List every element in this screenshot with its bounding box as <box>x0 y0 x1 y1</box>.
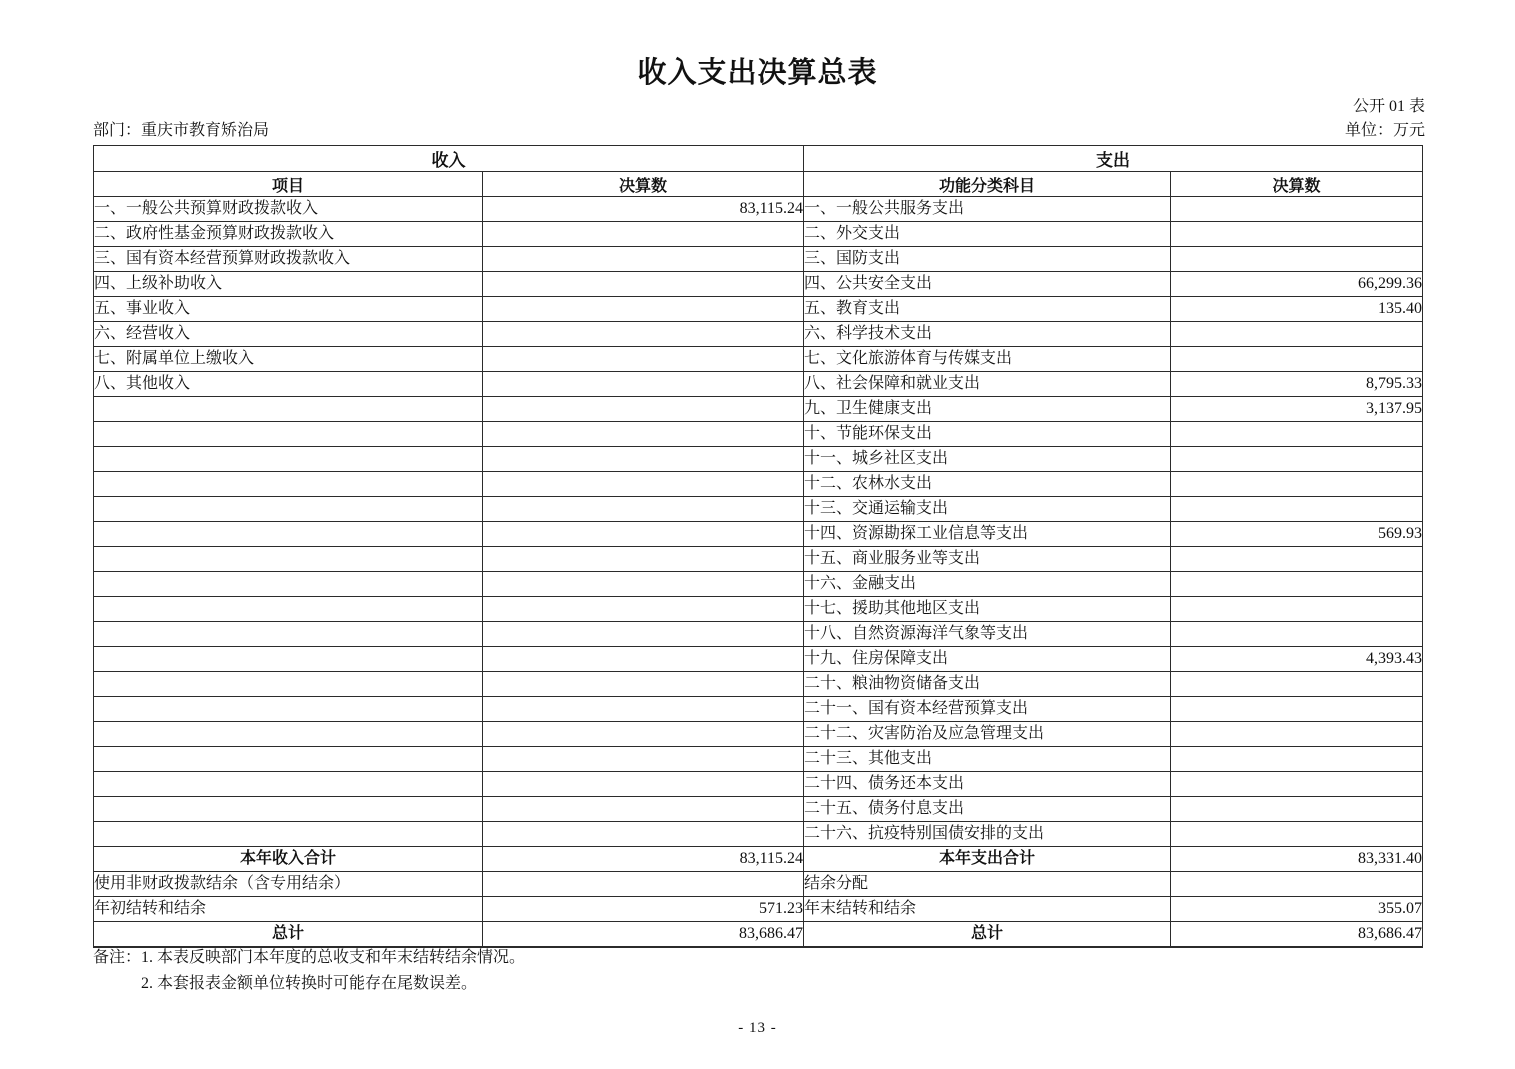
table-row <box>94 197 1423 222</box>
expense-item-cell: 三、国防支出 <box>804 247 1171 272</box>
expense-item-cell: 五、教育支出 <box>804 297 1171 322</box>
budget-table <box>93 145 1423 948</box>
income-item-cell <box>94 647 483 672</box>
expense-item-cell: 二十四、债务还本支出 <box>804 772 1171 797</box>
income-item-header: 项目 <box>94 172 483 197</box>
table-row <box>94 597 1423 622</box>
expense-item-cell: 二、外交支出 <box>804 222 1171 247</box>
note-line-1: 1. 本表反映部门本年度的总收支和年末结转结余情况。 <box>141 949 526 966</box>
expense-amount-cell <box>1171 322 1423 347</box>
expense-amount-cell <box>1171 797 1423 822</box>
expense-item-cell: 一、一般公共服务支出 <box>804 197 1171 222</box>
table-row <box>94 747 1423 772</box>
income-item-cell: 年初结转和结余 <box>94 897 483 922</box>
table-row <box>94 572 1423 597</box>
income-item-cell <box>94 822 483 847</box>
expense-item-cell: 十、节能环保支出 <box>804 422 1171 447</box>
income-item-cell <box>94 672 483 697</box>
income-amount-cell: 83,115.24 <box>483 847 804 872</box>
expense-amount-cell <box>1171 197 1423 222</box>
income-item-cell: 二、政府性基金预算财政拨款收入 <box>94 222 483 247</box>
income-amount-cell <box>483 597 804 622</box>
expense-amount-cell <box>1171 672 1423 697</box>
expense-item-cell: 四、公共安全支出 <box>804 272 1171 297</box>
income-amount-cell <box>483 447 804 472</box>
expense-amount-cell <box>1171 247 1423 272</box>
income-amount-cell <box>483 572 804 597</box>
income-item-cell <box>94 547 483 572</box>
income-amount-cell <box>483 722 804 747</box>
table-body <box>94 197 1423 948</box>
income-item-cell <box>94 397 483 422</box>
income-amount-cell <box>483 522 804 547</box>
expense-item-cell: 二十三、其他支出 <box>804 747 1171 772</box>
expense-item-cell: 二十六、抗疫特别国债安排的支出 <box>804 822 1171 847</box>
income-amount-cell <box>483 422 804 447</box>
income-item-cell: 使用非财政拨款结余（含专用结余） <box>94 872 483 897</box>
expense-amount-cell <box>1171 772 1423 797</box>
income-amount-cell <box>483 297 804 322</box>
table-row <box>94 722 1423 747</box>
income-amount-cell <box>483 272 804 297</box>
expense-item-cell: 十八、自然资源海洋气象等支出 <box>804 622 1171 647</box>
income-item-cell <box>94 422 483 447</box>
income-amount-cell <box>483 247 804 272</box>
expense-item-cell: 总计 <box>804 922 1171 948</box>
income-item-cell: 一、一般公共预算财政拨款收入 <box>94 197 483 222</box>
income-item-cell <box>94 522 483 547</box>
income-amount-cell <box>483 622 804 647</box>
expense-item-cell: 年末结转和结余 <box>804 897 1171 922</box>
expense-item-cell: 九、卫生健康支出 <box>804 397 1171 422</box>
expense-item-cell: 十四、资源勘探工业信息等支出 <box>804 522 1171 547</box>
income-amount-cell <box>483 397 804 422</box>
table-row <box>94 922 1423 948</box>
income-amount-cell <box>483 547 804 572</box>
table-row <box>94 822 1423 847</box>
expense-item-cell: 结余分配 <box>804 872 1171 897</box>
expense-item-cell: 十二、农林水支出 <box>804 472 1171 497</box>
expense-amount-cell <box>1171 547 1423 572</box>
income-item-cell <box>94 722 483 747</box>
page-number: - 13 - <box>738 1020 777 1036</box>
expense-amount-cell: 135.40 <box>1171 297 1423 322</box>
expense-amount-cell: 8,795.33 <box>1171 372 1423 397</box>
income-item-cell <box>94 797 483 822</box>
table-row <box>94 872 1423 897</box>
expense-item-cell: 七、文化旅游体育与传媒支出 <box>804 347 1171 372</box>
department-label: 部门：重庆市教育矫治局 <box>93 122 270 139</box>
expense-item-cell: 十九、住房保障支出 <box>804 647 1171 672</box>
table-row <box>94 497 1423 522</box>
table-row <box>94 847 1423 872</box>
income-amount-cell <box>483 322 804 347</box>
expense-amount-cell: 83,686.47 <box>1171 922 1423 948</box>
table-row <box>94 247 1423 272</box>
table-row <box>94 772 1423 797</box>
expense-item-cell: 十一、城乡社区支出 <box>804 447 1171 472</box>
income-item-cell <box>94 447 483 472</box>
table-row <box>94 322 1423 347</box>
expense-amount-cell <box>1171 872 1423 897</box>
expense-amount-cell: 3,137.95 <box>1171 397 1423 422</box>
table-row <box>94 372 1423 397</box>
expense-amount-cell <box>1171 472 1423 497</box>
income-item-cell <box>94 622 483 647</box>
table-row <box>94 547 1423 572</box>
income-item-cell: 八、其他收入 <box>94 372 483 397</box>
income-item-cell <box>94 497 483 522</box>
expense-item-cell: 二十五、债务付息支出 <box>804 797 1171 822</box>
expense-amount-cell <box>1171 747 1423 772</box>
notes-lines <box>141 945 525 997</box>
table-row <box>94 472 1423 497</box>
expense-item-cell: 十七、援助其他地区支出 <box>804 597 1171 622</box>
expense-amount-cell: 66,299.36 <box>1171 272 1423 297</box>
expense-item-cell: 二十二、灾害防治及应急管理支出 <box>804 722 1171 747</box>
income-item-cell <box>94 697 483 722</box>
income-amount-cell <box>483 822 804 847</box>
expense-amount-cell <box>1171 447 1423 472</box>
income-amount-cell <box>483 697 804 722</box>
table-row <box>94 272 1423 297</box>
section-header-row <box>94 146 1423 172</box>
expense-amount-cell <box>1171 597 1423 622</box>
income-amount-cell <box>483 647 804 672</box>
expense-amount-cell <box>1171 572 1423 597</box>
income-amount-cell: 83,686.47 <box>483 922 804 948</box>
income-item-cell: 六、经营收入 <box>94 322 483 347</box>
notes <box>93 945 525 997</box>
table-row <box>94 422 1423 447</box>
table-row <box>94 397 1423 422</box>
income-item-cell <box>94 747 483 772</box>
income-item-cell: 本年收入合计 <box>94 847 483 872</box>
column-header-row <box>94 172 1423 197</box>
income-amount-cell: 83,115.24 <box>483 197 804 222</box>
table-row <box>94 222 1423 247</box>
income-item-cell <box>94 472 483 497</box>
expense-amount-cell <box>1171 822 1423 847</box>
income-amount-cell <box>483 222 804 247</box>
expense-amount-cell: 4,393.43 <box>1171 647 1423 672</box>
expense-item-cell: 二十一、国有资本经营预算支出 <box>804 697 1171 722</box>
income-amount-cell <box>483 772 804 797</box>
income-item-cell: 四、上级补助收入 <box>94 272 483 297</box>
table-row <box>94 522 1423 547</box>
income-section-header: 收入 <box>94 146 804 172</box>
note-line-2: 2. 本套报表金额单位转换时可能存在尾数误差。 <box>141 975 478 992</box>
table-row <box>94 672 1423 697</box>
income-item-cell: 总计 <box>94 922 483 948</box>
income-item-cell <box>94 772 483 797</box>
table-row <box>94 347 1423 372</box>
income-item-cell <box>94 572 483 597</box>
expense-amount-cell <box>1171 422 1423 447</box>
table-row <box>94 647 1423 672</box>
expense-amount-cell <box>1171 697 1423 722</box>
expense-amount-cell: 569.93 <box>1171 522 1423 547</box>
income-amount-cell <box>483 347 804 372</box>
notes-label: 备注： <box>93 949 142 966</box>
expense-amount-cell <box>1171 222 1423 247</box>
expense-amount-header: 决算数 <box>1171 172 1423 197</box>
income-amount-cell <box>483 797 804 822</box>
expense-item-header: 功能分类科目 <box>804 172 1171 197</box>
income-amount-cell <box>483 497 804 522</box>
table-row <box>94 447 1423 472</box>
expense-amount-cell <box>1171 622 1423 647</box>
expense-amount-cell: 83,331.40 <box>1171 847 1423 872</box>
table-row <box>94 797 1423 822</box>
expense-amount-cell: 355.07 <box>1171 897 1423 922</box>
income-amount-cell <box>483 372 804 397</box>
table-code-label: 公开 01 表 <box>1352 98 1425 115</box>
expense-amount-cell <box>1171 347 1423 372</box>
income-amount-cell <box>483 872 804 897</box>
expense-item-cell: 八、社会保障和就业支出 <box>804 372 1171 397</box>
income-amount-cell <box>483 672 804 697</box>
expense-item-cell: 十三、交通运输支出 <box>804 497 1171 522</box>
page-title: 收入支出决算总表 <box>637 57 878 89</box>
income-item-cell: 三、国有资本经营预算财政拨款收入 <box>94 247 483 272</box>
table-row <box>94 297 1423 322</box>
expense-section-header: 支出 <box>804 146 1423 172</box>
expense-item-cell: 二十、粮油物资储备支出 <box>804 672 1171 697</box>
expense-item-cell: 十五、商业服务业等支出 <box>804 547 1171 572</box>
unit-label: 单位：万元 <box>1344 122 1425 139</box>
expense-item-cell: 六、科学技术支出 <box>804 322 1171 347</box>
income-amount-cell <box>483 472 804 497</box>
income-amount-cell <box>483 747 804 772</box>
income-item-cell <box>94 597 483 622</box>
expense-amount-cell <box>1171 497 1423 522</box>
expense-item-cell: 十六、金融支出 <box>804 572 1171 597</box>
table-row <box>94 697 1423 722</box>
table-row <box>94 622 1423 647</box>
expense-amount-cell <box>1171 722 1423 747</box>
table-row <box>94 897 1423 922</box>
expense-item-cell: 本年支出合计 <box>804 847 1171 872</box>
income-amount-header: 决算数 <box>483 172 804 197</box>
income-item-cell: 七、附属单位上缴收入 <box>94 347 483 372</box>
income-amount-cell: 571.23 <box>483 897 804 922</box>
income-item-cell: 五、事业收入 <box>94 297 483 322</box>
